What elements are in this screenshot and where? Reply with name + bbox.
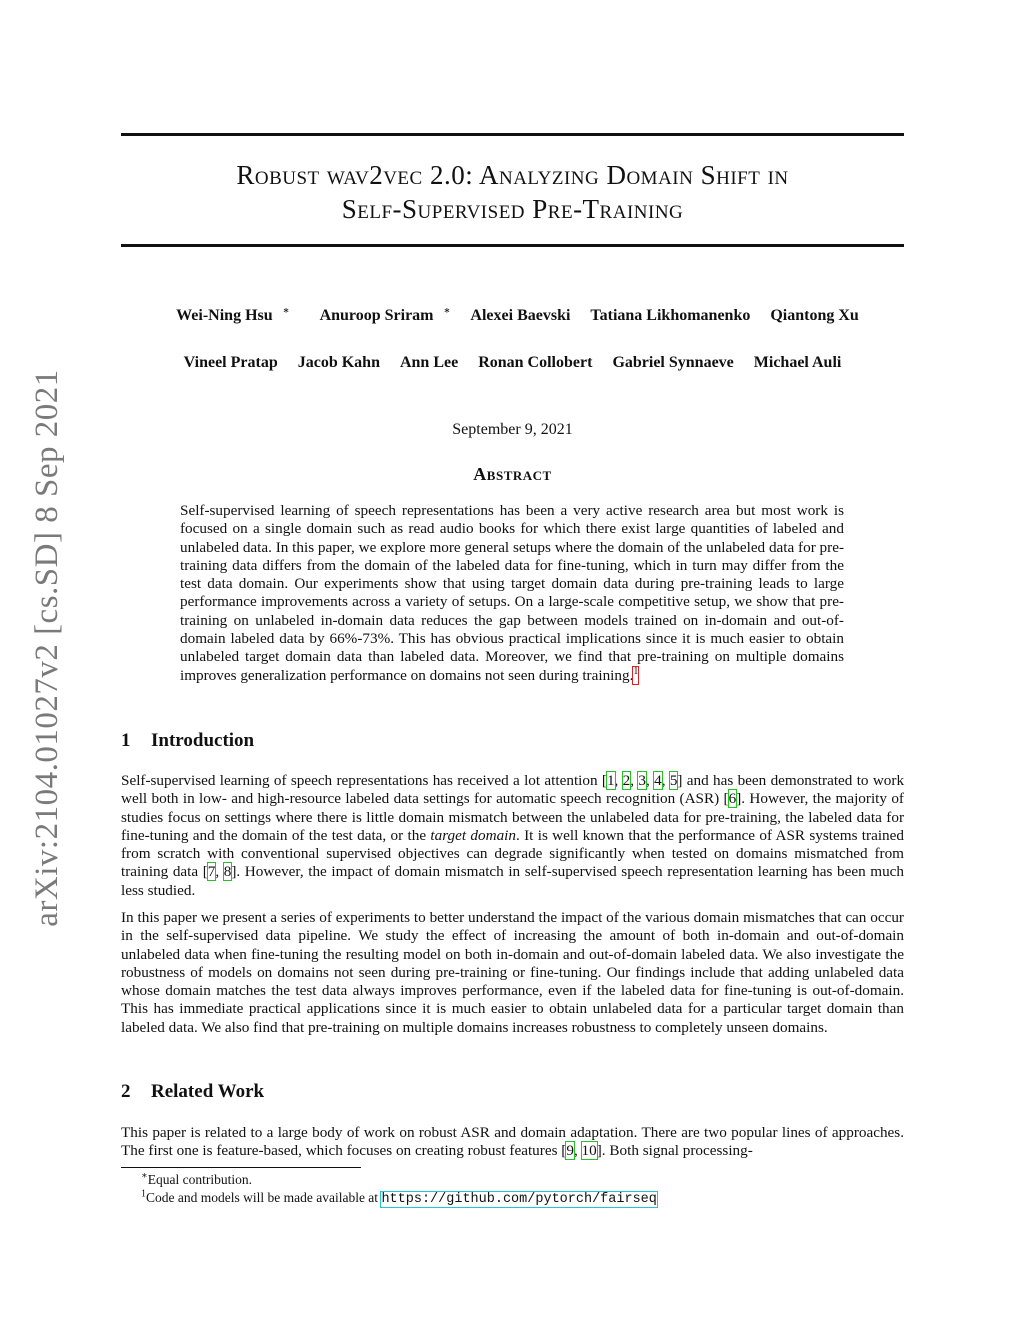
citation-link[interactable]: 2 bbox=[622, 772, 631, 789]
section-title: Introduction bbox=[151, 730, 255, 751]
title-rule-bottom bbox=[121, 244, 904, 247]
authors-row-2 bbox=[121, 354, 904, 372]
footnote-equal-contribution: ∗Equal contribution. bbox=[141, 1170, 253, 1187]
author: Jacob Kahn bbox=[297, 354, 380, 371]
paper-title bbox=[121, 158, 904, 226]
title-line-2: Self-Supervised Pre-Training bbox=[341, 194, 684, 224]
citation-link[interactable]: 6 bbox=[728, 790, 737, 808]
section-title: Related Work bbox=[151, 1081, 265, 1102]
title-line-1: Robust wav2vec 2.0: Analyzing Domain Shift in bbox=[236, 160, 789, 190]
section-number: 2 bbox=[121, 1081, 131, 1102]
author: Ronan Collobert bbox=[478, 354, 593, 371]
abstract-heading: Abstract bbox=[473, 464, 552, 484]
citation-link[interactable]: 7 bbox=[207, 863, 216, 881]
section-heading-introduction bbox=[121, 730, 254, 752]
citation-link[interactable]: 9 bbox=[566, 1142, 574, 1160]
author: Ann Lee bbox=[399, 354, 459, 371]
author: Vineel Pratap bbox=[183, 354, 278, 371]
author: Qiantong Xu bbox=[770, 307, 859, 324]
author: Michael Auli bbox=[753, 354, 842, 371]
citation-link[interactable]: 4 bbox=[654, 772, 662, 789]
title-rule-top bbox=[121, 133, 904, 136]
intro-paragraph-2: In this paper we present a series of experiments to better understand the impact of the various domain mismatches that can occur in the self-supervised data pipeline. We study the effect of increasing the amount of both in-domain and out-of-domain unlabeled data when fine-tuning the resulting model on both in-domain and out-of-domain labeled data. We also investigate the robustness of models on domains not seen during pre-training or fine-tuning. Our findings include that adding unlabeled data whose domain matches the test data always improves performance, even if the labeled data for fine-tuning is out-of-domain. This has immediate practical applications since it is much easier to obtain unlabeled data for a particular target domain than labeled data. We also find that pre-training on multiple domains increases robustness to completely unseen domains. bbox=[121, 909, 904, 1036]
code-url-link[interactable]: https://github.com/pytorch/fairseq bbox=[381, 1192, 657, 1207]
citation-link[interactable]: 1 bbox=[606, 772, 615, 789]
author: Gabriel Synnaeve bbox=[612, 354, 734, 371]
citation-link[interactable]: 10 bbox=[581, 1142, 597, 1160]
footnote-code-availability: $^1$Code and models will be made available at https://github.com/pytorch/fairseq bbox=[141, 1188, 657, 1207]
intro-paragraph-1: Self-supervised learning of speech representations has received a lot attention [1, 2, 3, 4, 5] and has been demonstrated to work well both in low- and high-resource labeled data settings for automatic speech recognition (ASR) [6]. However, the majority of studies focus on settings where there is little domain mismatch between the unlabeled data for pre-training, the labeled data for fine-tuning and the domain of the test data, or the target domain. It is well known that the performance of ASR systems trained from scratch with conventional supervised objectives can degrade significantly when tested on domains mismatched from training data [7, 8]. However, the impact of domain mismatch in self-supervised speech representation learning has been much less studied. bbox=[121, 772, 905, 899]
section-number: 1 bbox=[121, 730, 131, 751]
authors-row-1 bbox=[121, 307, 904, 325]
publication-date: September 9, 2021 bbox=[452, 421, 573, 438]
citation-link[interactable]: 8 bbox=[223, 863, 232, 881]
author: Tatiana Likhomanenko bbox=[590, 307, 751, 324]
arxiv-identifier: arXiv:2104.01027v2 [cs.SD] 8 Sep 2021 bbox=[29, 369, 65, 927]
abstract-text: Self-supervised learning of speech representations has been a very active research area but most work is focused on a single domain such as read audio books for which there exist large quantities of labeled and unlabeled data. In this paper, we explore more general setups where the domain of the unlabeled data for pre-training data differs from the domain of the labeled data for fine-tuning, which in turn may differ from the test data domain. Our experiments show that using target domain data during pre-training leads to large performance improvements across a variety of setups. On a large-scale competitive setup, we show that pre-training on unlabeled in-domain data reduces the gap between models trained on in-domain and out-of-domain labeled data by 66%-73%. This has obvious practical implications since it is much easier to obtain unlabeled target domain data than labeled data. Moreover, we find that pre-training on multiple domains improves generalization performance on domains not seen during training.$^1$ bbox=[180, 502, 845, 684]
citation-link[interactable]: 5 bbox=[669, 772, 678, 789]
author: Alexei Baevski bbox=[470, 307, 571, 324]
footnote-link[interactable]: 1 bbox=[633, 667, 638, 684]
section-heading-related-work bbox=[121, 1081, 264, 1103]
footnote-rule bbox=[121, 1167, 361, 1168]
citation-link[interactable]: 3 bbox=[638, 772, 646, 789]
author: Anuroop Sriram ∗ bbox=[319, 305, 451, 324]
author: Wei-Ning Hsu ∗ bbox=[176, 305, 290, 324]
related-paragraph-1: This paper is related to a large body of work on robust ASR and domain adaptation. There are two popular lines of approaches. The first one is feature-based, which focuses on creating robust features [9, 10]. Both signal processing- bbox=[121, 1124, 904, 1160]
